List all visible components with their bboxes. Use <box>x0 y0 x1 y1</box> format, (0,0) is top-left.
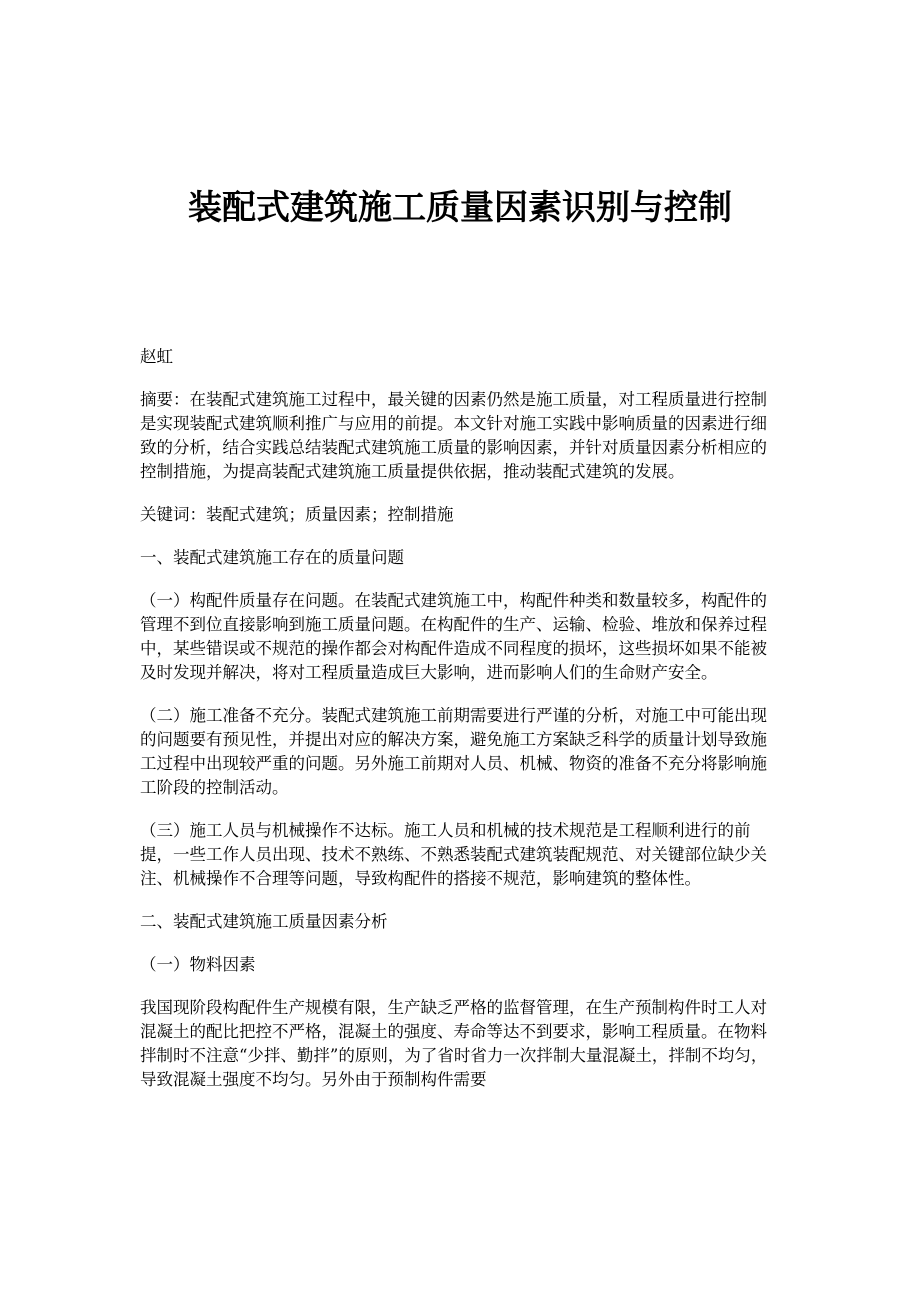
document-body <box>140 345 780 1111</box>
paragraph-personnel-machinery: （三）施工人员与机械操作不达标。施工人员和机械的技术规范是工程顺利进行的前提，一些工作人员出现、技术不熟练、不熟悉装配式建筑装配规范、对关键部位缺少关注、机械操作不合理等问题，导致构配件的搭接不规范，影响建筑的整体性。 <box>140 821 767 888</box>
section-heading-1: 一、装配式建筑施工存在的质量问题 <box>140 548 404 567</box>
abstract-paragraph: 摘要：在装配式建筑施工过程中，最关键的因素仍然是施工质量，对工程质量进行控制是实现装配式建筑顺利推广与应用的前提。本文针对施工实践中影响质量的因素进行细致的分析，结合实践总结装配式建筑施工质量的影响因素，并针对质量因素分析相应的控制措施，为提高装配式建筑施工质量提供依据，推动装配式建筑的发展。 <box>140 390 767 481</box>
keywords-line: 关键词：装配式建筑；质量因素；控制措施 <box>140 505 454 524</box>
subsection-heading-materials: （一）物料因素 <box>140 955 256 974</box>
author-name: 赵虹 <box>140 347 173 366</box>
paragraph-material-factors: 我国现阶段构配件生产规模有限，生产缺乏严格的监督管理，在生产预制构件时工人对混凝土的配比把控不严格，混凝土的强度、寿命等达不到要求，影响工程质量。在物料拌制时不注意“少拌、勤拌”的原则，为了省时省力一次拌制大量混凝土，拌制不均匀，导致混凝土强度不均匀。另外由于预制构件需要 <box>140 998 768 1089</box>
section-heading-2: 二、装配式建筑施工质量因素分析 <box>140 912 388 931</box>
document-title: 装配式建筑施工质量因素识别与控制 <box>188 188 732 228</box>
paragraph-component-quality: （一）构配件质量存在问题。在装配式建筑施工中，构配件种类和数量较多，构配件的管理不到位直接影响到施工质量问题。在构配件的生产、运输、检验、堆放和保养过程中，某些错误或不规范的操作都会对构配件造成不同程度的损坏，这些损坏如果不能被及时发现并解决，将对工程质量造成巨大影响，进而影响人们的生命财产安全。 <box>140 591 767 682</box>
paragraph-construction-preparation: （二）施工准备不充分。装配式建筑施工前期需要进行严谨的分析，对施工中可能出现的问题要有预见性，并提出对应的解决方案，避免施工方案缺乏科学的质量计划导致施工过程中出现较严重的问题。另外施工前期对人员、机械、物资的准备不充分将影响施工阶段的控制活动。 <box>140 706 767 797</box>
